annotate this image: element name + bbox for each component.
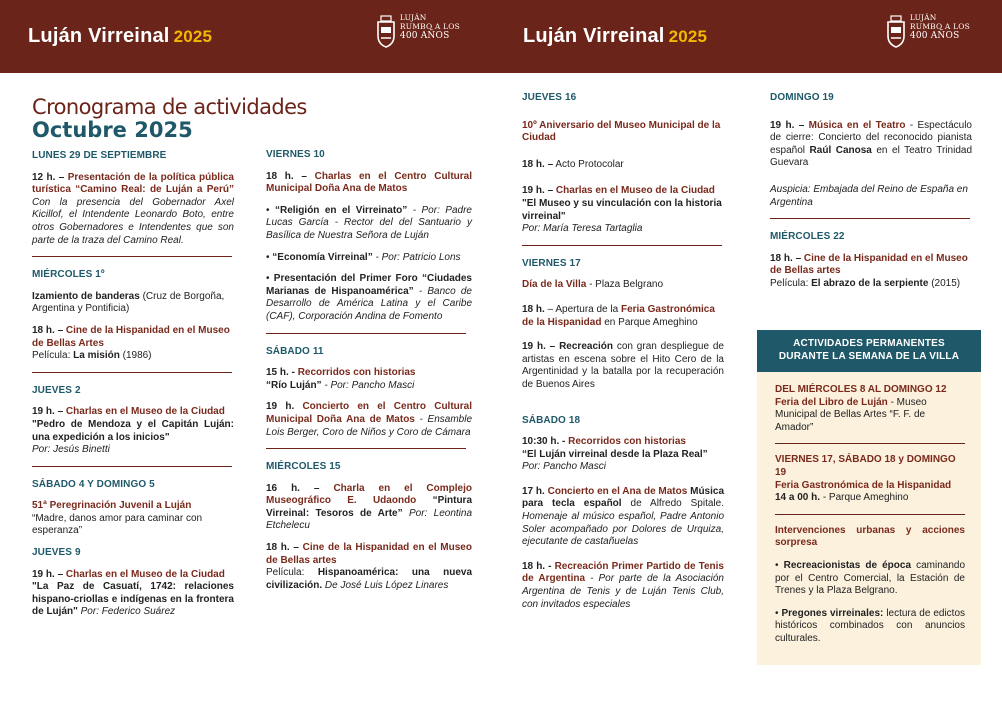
brand-year: 2025 [173,27,213,46]
activity-title: Intervenciones urbanas y acciones sorpresa [775,524,965,549]
event-desc: - Por parte de la Asociación Argentina de Tenis y de Luján Tenis Club, con invitados especiales [522,573,724,610]
film-title: El abrazo de la serpiente [811,277,929,289]
activity-place: - Parque Ameghino [822,492,909,504]
talk-title: "El Museo y su vinculación con la historia virreinal" [522,197,722,222]
event-title: Charla en el Complejo Museográfico E. Udaondo [266,482,472,507]
performer: Raúl Canosa [809,144,872,156]
event-item [32,569,234,619]
event-time: 18 h. – [266,170,307,182]
bullet: • [266,204,270,216]
event-time: 16 h. – [266,482,320,494]
event-desc: “Madre, danos amor para caminar con esperanza” [32,512,203,537]
day-heading: MIÉRCOLES 22 [770,231,845,243]
event-item [32,172,234,248]
event-desc: - Espectáculo de cierre: Concierto del reconocido pianista español [770,119,972,156]
day-heading: LUNES 29 DE SEPTIEMBRE [32,150,167,161]
event-item [770,120,972,170]
event-item [522,304,724,329]
divider [775,514,965,515]
talk-title: "La Paz de Casuatí, 1742: relaciones hispano-criollas e indígenas en la frontera de Luján" [32,581,234,618]
event-desc: - Ensamble Lois Berger, Coro de Niños y Coro de Cámara [266,413,473,438]
crest-icon [375,14,397,48]
film-label: Película: [770,277,809,289]
speaker: Por: Leontina Etchelecu [266,507,473,532]
event-item [522,341,724,391]
day-heading: MIÉRCOLES 15 [266,461,341,473]
divider [32,466,232,467]
logo-line: RUMBO A LOS [399,21,460,31]
brand-name: Luján Virreinal [28,25,170,47]
event-item [522,159,724,172]
logo-line: 400 AÑOS [399,31,450,41]
divider [266,333,466,334]
column-4 [770,92,972,300]
page-title: Cronograma de actividades [32,95,307,119]
bullet-item [775,608,965,646]
event-time: 18 h. – [770,252,802,264]
talk-title: “Economía Virreinal” [272,251,373,263]
event-time: 19 h. – [32,568,64,580]
bullet-item [775,560,965,598]
event-time: 18 h. [522,303,545,315]
event-item [522,120,724,145]
talk-title: “El Luján virreinal desde la Plaza Real” [522,448,708,460]
event-title: Feria Gastronómica de la Hispanidad [522,303,715,328]
bullet-desc: lectura de edictos históricos combinados con anuncios culturales. [775,607,966,644]
event-title: Concierto en el Centro Cultural Municipal Doña Ana de Matos [266,401,472,425]
speaker: Por: Jesús Binetti [32,444,110,456]
brand-name: Luján Virreinal [523,25,665,47]
event-item [32,406,234,456]
speaker: - Por: Pancho Masci [324,379,415,391]
event-time: 12 h. – [32,171,65,183]
film-title: La misión [73,350,120,362]
day-heading: JUEVES 9 [32,547,81,559]
event-item [266,483,472,533]
activity-date: VIERNES 17, SÁBADO 18 y DOMINGO 19 [775,454,956,478]
activity-item [775,454,965,504]
divider [775,443,965,444]
speaker: Por: María Teresa Tartaglia [522,223,643,235]
page-subtitle: Octubre 2025 [32,118,193,142]
activity-desc: - Museo Municipal de Bellas Artes “F. F. de Amador” [775,396,927,433]
event-desc: (Cruz de Borgoña, Argentina y Pontificia) [32,290,225,315]
film-title: Hispanoamérica: una nueva civilización. [266,567,473,591]
speaker: - Banco de Desarrollo de América Latina y el Caribe (CAF), Corporación Andina de Fomento [266,285,472,322]
divider [32,372,232,373]
divider [522,245,722,246]
event-desc: – Apertura de la [547,303,619,315]
divider [770,218,970,219]
talk-title: Presentación del Primer Foro “Ciudades Marianas de Hispanoamérica” [266,273,472,297]
event-desc: con gran despliegue de artistas en escena sobre el Hito Cero de la Argentinidad y la batalla por la recuperación de Buenos Aires [522,341,724,390]
event-title: Cine de la Hispanidad en el Museo de Bellas artes [770,252,968,277]
day-heading: SÁBADO 18 [522,414,581,426]
event-item [266,367,472,392]
event-time: 19 h. – [522,185,554,197]
event-title: Cine de la Hispanidad en el Museo de Bellas Artes [32,324,230,349]
event-time: 18 h. – [522,158,554,170]
logo-line: LUJÁN [909,13,937,22]
event-time: 19 h. – Recreación [522,341,613,353]
activity-time: 14 a 00 h. [775,492,821,504]
talk-title: “Religión en el Virreinato” [274,204,408,216]
event-title: Cine de la Hispanidad en el Museo de Bellas artes [266,542,472,566]
event-time: 19 h. – [770,119,805,131]
speaker: Por: Federico Suárez [80,606,176,618]
event-item [266,542,472,592]
event-title: Charlas en el Museo de la Ciudad [555,185,715,197]
spacer [522,401,724,415]
event-title: Día de la Villa [522,279,587,291]
event-item [522,279,724,292]
event-title: Charlas en el Museo de la Ciudad [65,406,225,418]
header-right [501,0,1002,73]
film-label: Película: [32,350,71,362]
day-heading: SÁBADO 4 Y DOMINGO 5 [32,478,155,490]
permanent-activities-body [757,372,981,646]
logo-text [400,14,460,41]
film-year: (2015) [931,277,961,289]
event-desc: Homenaje al músico español, Padre Antonio Soler acompañado por Dolores de Urquiza, ejecutante de castañuelas [522,511,724,548]
day-heading: SÁBADO 11 [266,345,324,357]
event-time: 18 h. - [522,560,552,572]
speaker: - Por: Patricio Lons [375,251,461,263]
activity-item [775,525,965,550]
event-time: 10:30 h. - [522,436,566,448]
event-item [266,401,472,439]
talk-title: "Pedro de Mendoza y el Capitán Luján: una expedición a los inicios" [32,418,234,443]
event-item [266,171,472,196]
event-subtitle: Música para tecla español [522,485,725,510]
logo-text [910,14,970,41]
film-label: Película: [266,567,305,579]
director: De José Luis López Linares [324,579,449,591]
lujan-400-logo [375,14,460,48]
brand-title [523,25,707,48]
event-item [32,291,234,316]
event-item [522,436,724,474]
event-item [522,561,724,611]
crest-icon [885,14,907,48]
activity-title: Feria Gastronómica de la Hispanidad [775,479,952,491]
header-bar [0,0,1002,73]
film-year: (1986) [122,350,152,362]
event-desc: Con la presencia del Gobernador Axel Kicillof, el Intendente Leonardo Boto, entre otros Gobernadores e Intendentes que son parte de la traza del Camino Real. [32,196,234,246]
logo-line: 400 AÑOS [909,31,960,41]
event-time: 17 h. [522,485,545,497]
event-title: Charlas en el Centro Cultural Municipal Doña Ana de Matos [266,170,472,195]
event-title: Concierto en el Ana de Matos [547,485,688,497]
event-time: 18 h. – [32,324,64,336]
activity-title: Feria del Libro de Luján [775,396,888,408]
day-heading: JUEVES 16 [522,92,577,103]
event-title: 10º Aniversario del Museo Municipal de la Ciudad [522,119,721,144]
header-line: ACTIVIDADES PERMANENTES [793,338,945,349]
event-place: en el Teatro Trinidad Guevara [770,144,973,169]
day-heading: VIERNES 10 [266,149,325,160]
day-heading: MIÉRCOLES 1º [32,269,105,281]
event-time: 15 h. - [266,367,295,379]
event-title: Charlas en el Museo de la Ciudad [65,568,225,580]
talk-title: “Río Luján” [266,379,322,391]
talk-item [266,252,472,265]
event-title: 51ª Peregrinación Juvenil a Luján [32,500,192,512]
header-left [0,0,501,73]
event-time: 19 h. – [32,406,64,418]
permanent-activities-box [757,330,981,665]
sponsor-note: Auspicia: Embajada del Reino de España en Argentina [770,183,968,208]
event-item [522,185,724,235]
event-item [32,500,234,538]
bullet: • [775,559,779,571]
brand-title [28,25,212,48]
bullet: • [775,607,779,619]
lujan-400-logo [885,14,970,48]
talk-title: “Pintura Virreinal: Tesoros de Arte” [266,495,473,519]
event-time: 18 h. – [266,542,299,554]
activity-item [775,384,965,434]
event-title: Recorridos con historias [568,436,686,448]
day-heading: VIERNES 17 [522,257,581,269]
logo-line: LUJÁN [399,13,427,22]
event-desc: Acto Protocolar [555,158,624,170]
speaker: Por: Pancho Masci [522,461,606,473]
talk-item [266,273,472,323]
day-heading: DOMINGO 19 [770,92,834,103]
permanent-activities-header [757,330,981,372]
event-desc: - Plaza Belgrano [589,279,664,291]
bullet-title: Pregones virreinales: [781,607,884,619]
bullet-title: Recreacionistas de época [783,559,912,571]
event-item [770,253,972,291]
event-item [522,486,724,549]
bullet: • [266,251,270,263]
talk-item [266,205,472,243]
column-2 [266,149,472,601]
brand-year: 2025 [668,27,708,46]
divider [32,256,232,257]
event-title: Presentación de la política pública turística “Camino Real: de Luján a Perú” [32,171,234,196]
header-line: DURANTE LA SEMANA DE LA VILLA [778,351,960,362]
divider [266,448,466,449]
event-time: 19 h. [266,401,295,413]
event-title: Música en el Teatro [808,119,906,131]
day-heading: JUEVES 2 [32,384,81,396]
logo-line: RUMBO A LOS [909,21,970,31]
bullet-desc: caminando por el Centro Comercial, la Estación de Trenes y la Plaza Belgrano. [775,559,966,597]
event-place: en Parque Ameghino [604,316,698,328]
event-title: Recreación Primer Partido de Tenis de Argentina [522,560,724,585]
speaker: - Por: Padre Lucas García - Rector del del Santuario y Basílica de Nuestra Señora de Luján [266,204,472,241]
event-author: de Alfredo Spitale. [630,498,724,510]
event-item [32,325,234,363]
event-title: Recorridos con historias [297,367,416,379]
activity-date: DEL MIÉRCOLES 8 AL DOMINGO 12 [775,384,947,395]
event-title: Izamiento de banderas [32,290,140,302]
column-3 [522,92,724,620]
bullet: • [266,273,270,285]
